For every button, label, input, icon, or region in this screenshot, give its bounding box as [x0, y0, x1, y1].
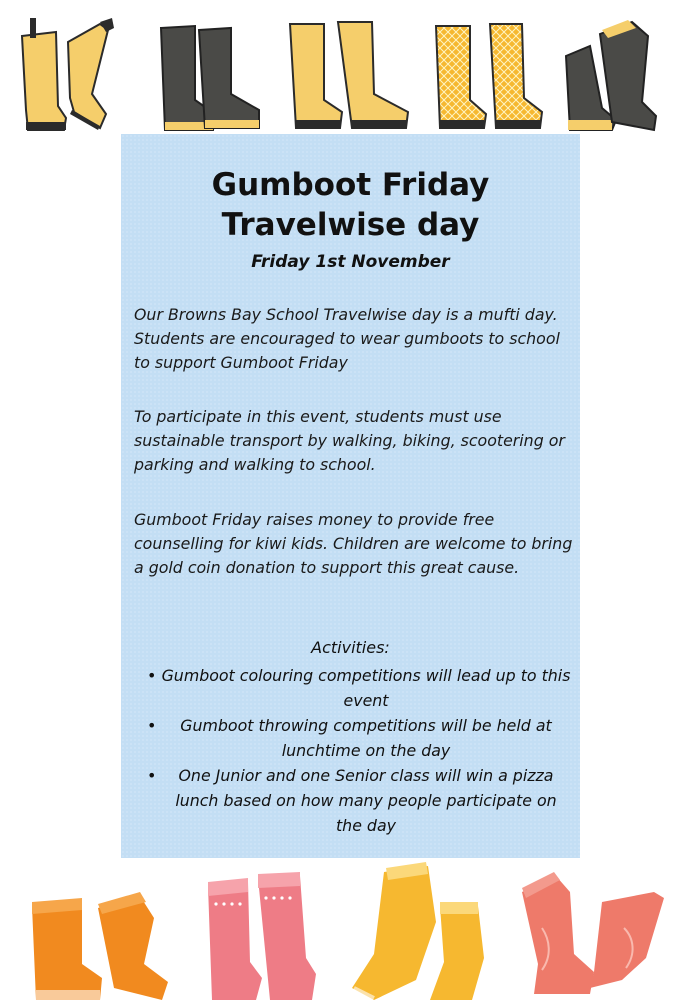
poster-title-line1: Gumboot Friday	[211, 167, 490, 203]
participation-paragraph: To participate in this event, students must use sustainable transport by walking, biking, scootering or parking and walking to school.	[134, 407, 565, 475]
top-boots-border	[0, 0, 696, 135]
activity-text: Gumboot colouring competitions will lead up to this event	[161, 666, 571, 710]
activity-item	[141, 663, 571, 713]
activities-heading: Activities:	[311, 638, 390, 657]
activity-item	[141, 763, 571, 838]
bullet-icon: •	[147, 716, 157, 735]
slouch-dark-gumboots-icon	[562, 16, 658, 132]
bottom-boots-border	[0, 858, 696, 1000]
tall-yellow-gumboots-icon	[282, 18, 414, 132]
fundraising-paragraph: Gumboot Friday raises money to provide free counselling for kiwi kids. Children are welcome to bring a gold coin donation to support this great cause.	[134, 510, 573, 578]
activity-text: Gumboot throwing competitions will be held at lunchtime on the day	[180, 716, 552, 760]
pink-gumboots-icon	[200, 870, 320, 1000]
bullet-icon: •	[147, 766, 157, 785]
checked-gumboots-icon	[428, 20, 546, 132]
intro-paragraph: Our Browns Bay School Travelwise day is a mufti day. Students are encouraged to wear gumboots to school to support Gumboot Friday	[134, 305, 560, 373]
activities-list	[141, 663, 571, 838]
activity-text: One Junior and one Senior class will win a pizza lunch based on how many people participate on the day	[175, 766, 557, 835]
yellow-gumboots-icon	[8, 14, 118, 132]
activity-item	[141, 713, 571, 763]
poster-panel	[121, 134, 580, 858]
dark-gumboots-icon	[155, 22, 267, 134]
poster-title-line2: Travelwise day	[221, 207, 480, 243]
event-date: Friday 1st November	[251, 252, 450, 272]
orange-gumboots-icon	[22, 878, 172, 1000]
gold-gumboots-icon	[344, 862, 494, 1000]
coral-gumboots-icon	[514, 868, 670, 1000]
bullet-icon: •	[147, 666, 157, 685]
